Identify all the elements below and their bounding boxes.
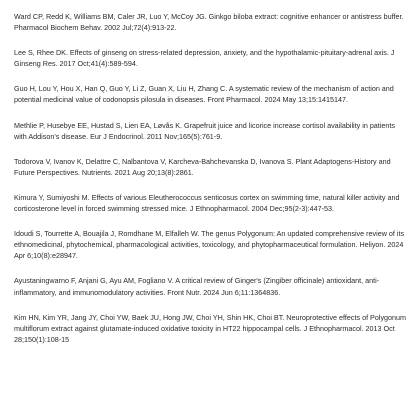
reference-entry: Lee S, Rhee DK. Effects of ginseng on stress-related depression, anxiety, and the hypothalamic-pituitary-adrenal axis. J Ginseng Res. 2017 Oct;41(4):589-594. [14,48,395,69]
reference-list [14,11,406,359]
reference-entry: Ayustaningwarno F, Anjani G, Ayu AM, Fogliano V. A critical review of Ginger's (Zingiber officinale) antioxidant, anti-inflammatory, and immunomodulatory activities. Front Nutr. 2024 Jun 6;11:1364836. [14,276,380,297]
reference-entry: Ward CP, Redd K, Williams BM, Caler JR, Luo Y, McCoy JG. Ginkgo biloba extract: cognitive enhancer or antistress buffer. Pharmacol Biochem Behav. 2002 Jul;72(4):913-22. [14,12,404,33]
reference-entry: Todorova V, Ivanov K, Delattre C, Nalbantova V, Karcheva-Bahchevanska D, Ivanova S. Plant Adaptogens-History and Future Perspectives. Nutrients. 2021 Aug 20;13(8):2861. [14,156,391,177]
reference-entry: Guo H, Lou Y, Hou X, Han Q, Guo Y, Li Z, Guan X, Liu H, Zhang C. A systematic review of the mechanism of action and potential medicinal value of codonopsis pilosula in diseases. Front Pharmacol. 2024 May 13;15:1415147. [14,84,394,105]
reference-entry: Methlie P, Husebye EE, Hustad S, Lien EA, Løvås K. Grapefruit juice and licorice increase cortisol availability in patients with Addison's disease. Eur J Endocrinol. 2011 Nov;165(5):761-9. [14,120,395,141]
reference-entry: Kimura Y, Sumiyoshi M. Effects of various Eleutherococcus senticosus cortex on swimming time, natural killer activity and corticosterone level in forced swimming stressed mice. J Ethnopharmacol. 2004 Dec;95(2-3):447-53. [14,192,400,214]
reference-entry: Kim HN, Kim YR, Jang JY, Choi YW, Baek JU, Hong JW, Choi YH, Shin HK, Choi BT. Neuroprotective effects of Polygonum multiflorum extract against glutamate-induced oxidative toxicity in HT22 hippocampal cells. J Ethnopharmacol. 2013 Oct 28;150(1):108-15 [14,312,407,344]
reference-entry: Idoudi S, Tourrette A, Bouajila J, Romdhane M, Elfalleh W. The genus Polygonum: An updated comprehensive review of its ethnomedicinal, phytochemical, pharmacological activities, toxicology, and phytopharmaceutical formulation. Heliyon. 2024 Apr 6;10(8):e28947. [14,229,405,261]
